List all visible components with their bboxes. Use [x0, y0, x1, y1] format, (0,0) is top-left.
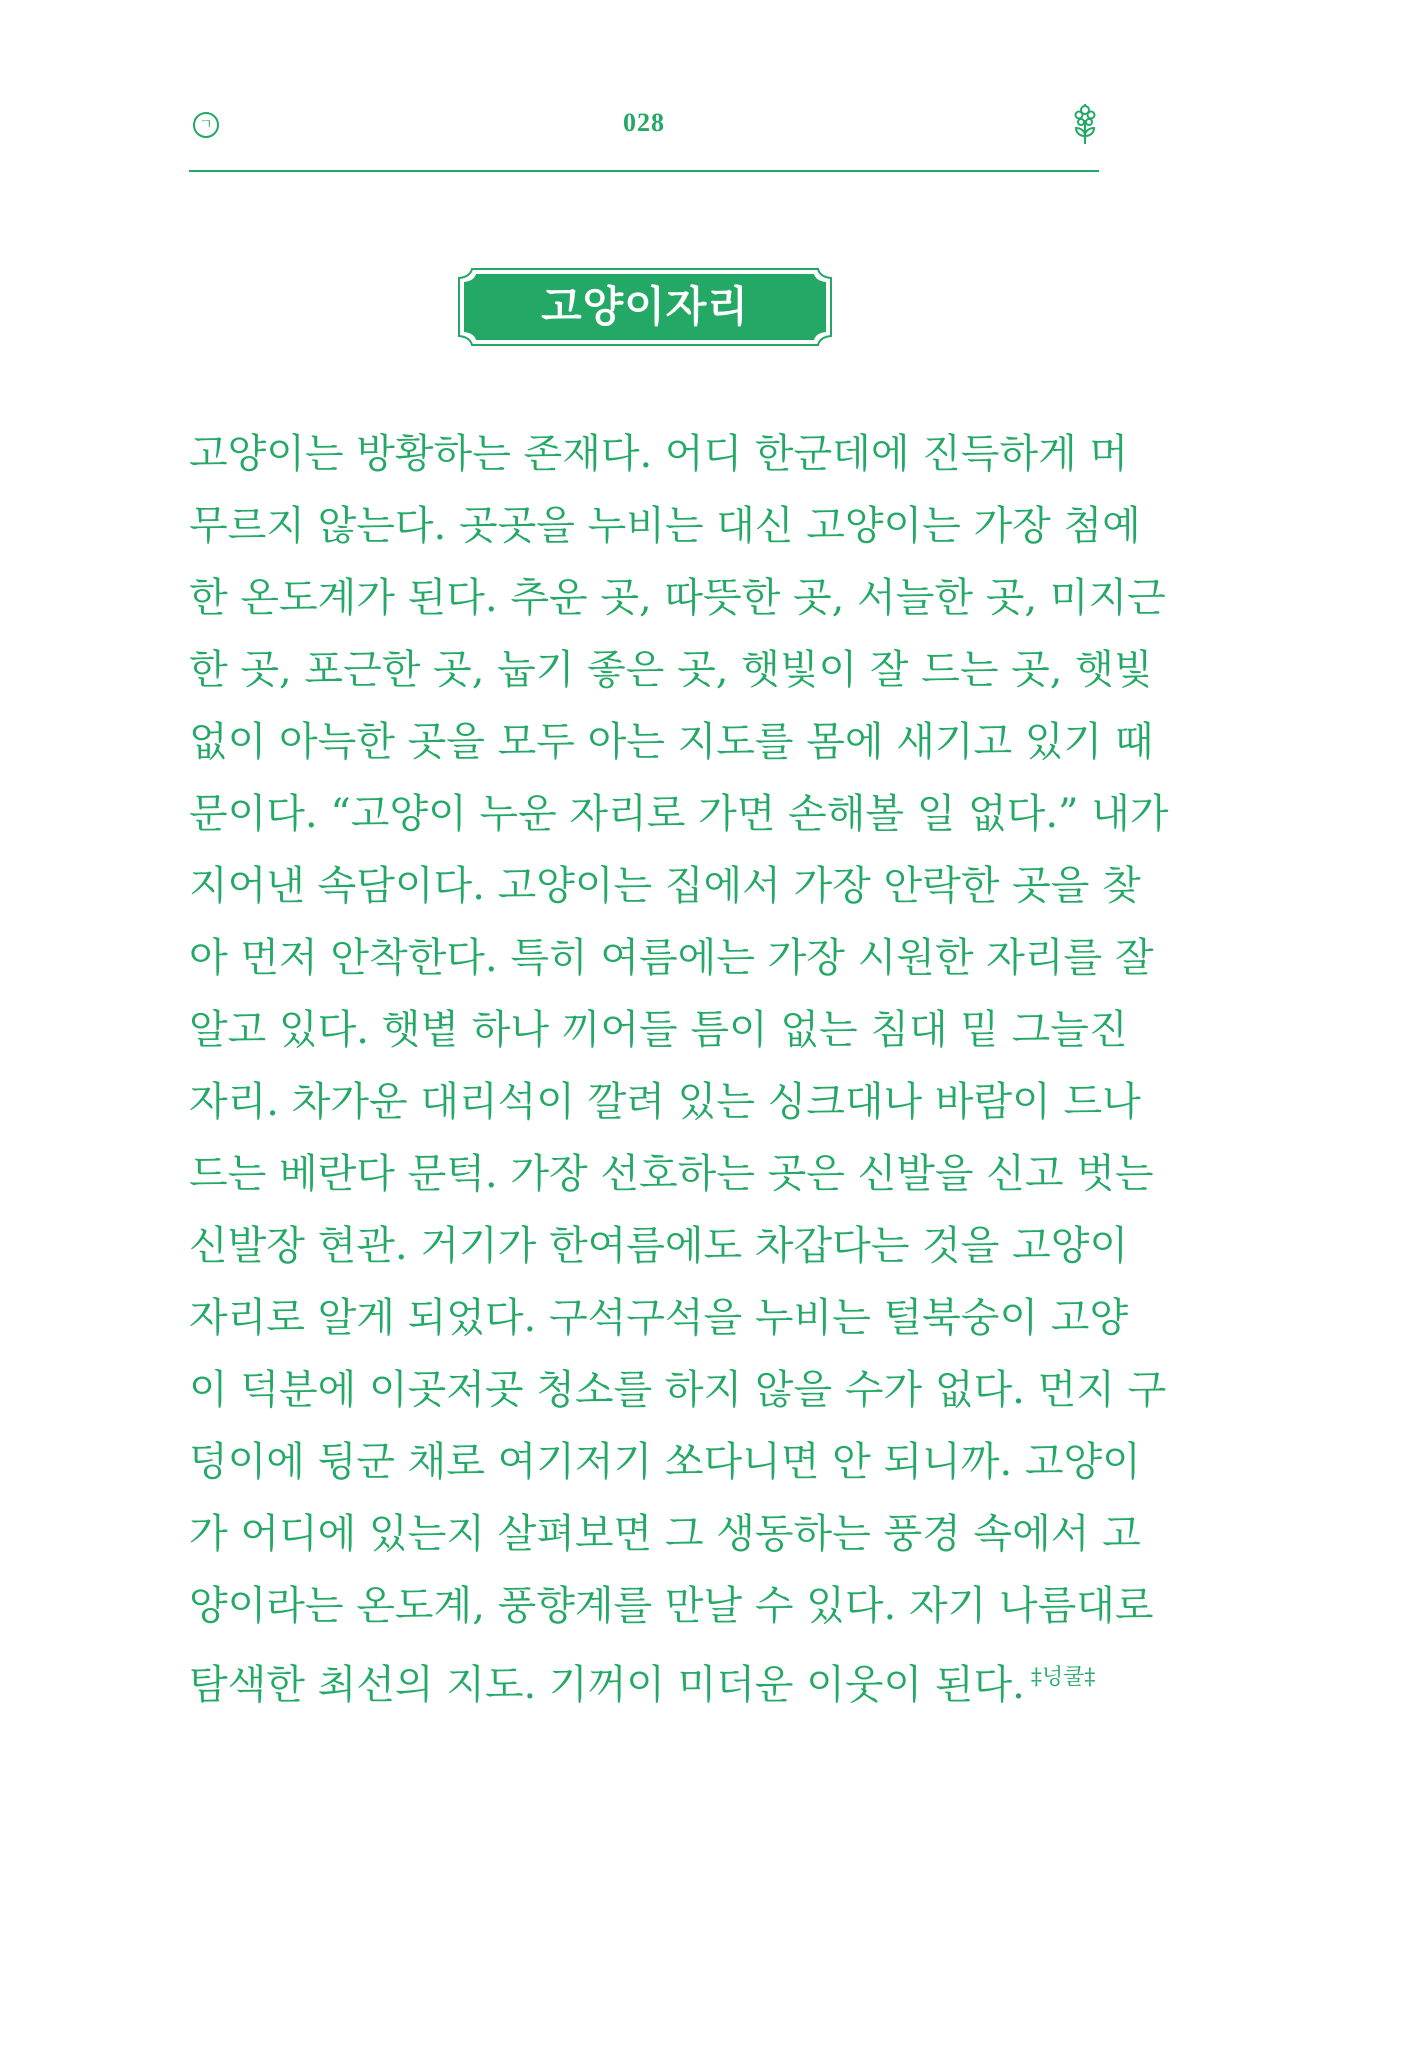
body-line-text: 한 곳, 포근한 곳, 눕기 좋은 곳, 햇빛이 잘 드는 곳, 햇빛: [189, 647, 1153, 693]
body-line-text: 양이라는 온도계, 풍향계를 만날 수 있다. 자기 나름대로: [189, 1583, 1154, 1629]
body-line: [189, 994, 1128, 1066]
body-line-text: 이 덕분에 이곳저곳 청소를 하지 않을 수가 없다. 먼지 구: [189, 1367, 1167, 1413]
body-line: [189, 418, 1129, 490]
circled-giyeok-icon: ㄱ: [193, 112, 219, 138]
body-line: [189, 1066, 1141, 1138]
body-line-text: 탐색한 최선의 지도. 기꺼이 미더운 이웃이 된다.: [189, 1662, 1025, 1708]
footnote-tag: ‡넝쿨‡: [1030, 1665, 1096, 1690]
body-line-text: 문이다. “고양이 누운 자리로 가면 손해볼 일 없다.” 내가: [189, 791, 1169, 837]
body-paragraph: [189, 418, 1169, 1721]
body-line: [189, 778, 1169, 850]
body-line-text: 자리로 알게 되었다. 구석구석을 누비는 털북숭이 고양: [189, 1295, 1129, 1341]
body-line-text: 신발장 현관. 거기가 한여름에도 차갑다는 것을 고양이: [189, 1223, 1129, 1269]
page-number: 028: [623, 108, 665, 137]
body-line-text: 드는 베란다 문턱. 가장 선호하는 곳은 신발을 신고 벗는: [189, 1151, 1154, 1197]
page-header: [189, 98, 1099, 172]
body-line-text: 아 먼저 안착한다. 특히 여름에는 가장 시원한 자리를 잘: [189, 935, 1154, 981]
body-line-text: 가 어디에 있는지 살펴보면 그 생동하는 풍경 속에서 고: [189, 1511, 1141, 1557]
body-line: [189, 1210, 1129, 1282]
body-line: [189, 634, 1153, 706]
body-line: [189, 922, 1154, 994]
body-line: [189, 1282, 1129, 1354]
body-line-text: 알고 있다. 햇볕 하나 끼어들 틈이 없는 침대 밑 그늘진: [189, 1007, 1128, 1053]
body-line-text: 덩이에 뒹군 채로 여기저기 쏘다니면 안 되니까. 고양이: [189, 1439, 1141, 1485]
body-line-text: 무르지 않는다. 곳곳을 누비는 대신 고양이는 가장 첨예: [189, 503, 1141, 549]
body-line: [189, 1570, 1154, 1642]
body-line: [189, 1642, 1109, 1721]
flower-icon: [1071, 102, 1099, 146]
body-line-text: 고양이는 방황하는 존재다. 어디 한군데에 진득하게 머: [189, 431, 1129, 477]
body-line: [189, 706, 1154, 778]
body-line-text: 없이 아늑한 곳을 모두 아는 지도를 몸에 새기고 있기 때: [189, 719, 1154, 765]
page-title: 고양이자리: [541, 282, 749, 331]
body-line: [189, 562, 1166, 634]
body-line: [189, 850, 1141, 922]
title-badge: [456, 266, 834, 348]
body-line-text: 지어낸 속담이다. 고양이는 집에서 가장 안락한 곳을 찾: [189, 863, 1141, 909]
body-line: [189, 1498, 1141, 1570]
body-line-text: 한 온도계가 된다. 추운 곳, 따뜻한 곳, 서늘한 곳, 미지근: [189, 575, 1166, 621]
body-line: [189, 1354, 1167, 1426]
body-line: [189, 490, 1141, 562]
body-line-text: 자리. 차가운 대리석이 깔려 있는 싱크대나 바람이 드나: [189, 1079, 1141, 1125]
body-line: [189, 1426, 1141, 1498]
body-line: [189, 1138, 1154, 1210]
